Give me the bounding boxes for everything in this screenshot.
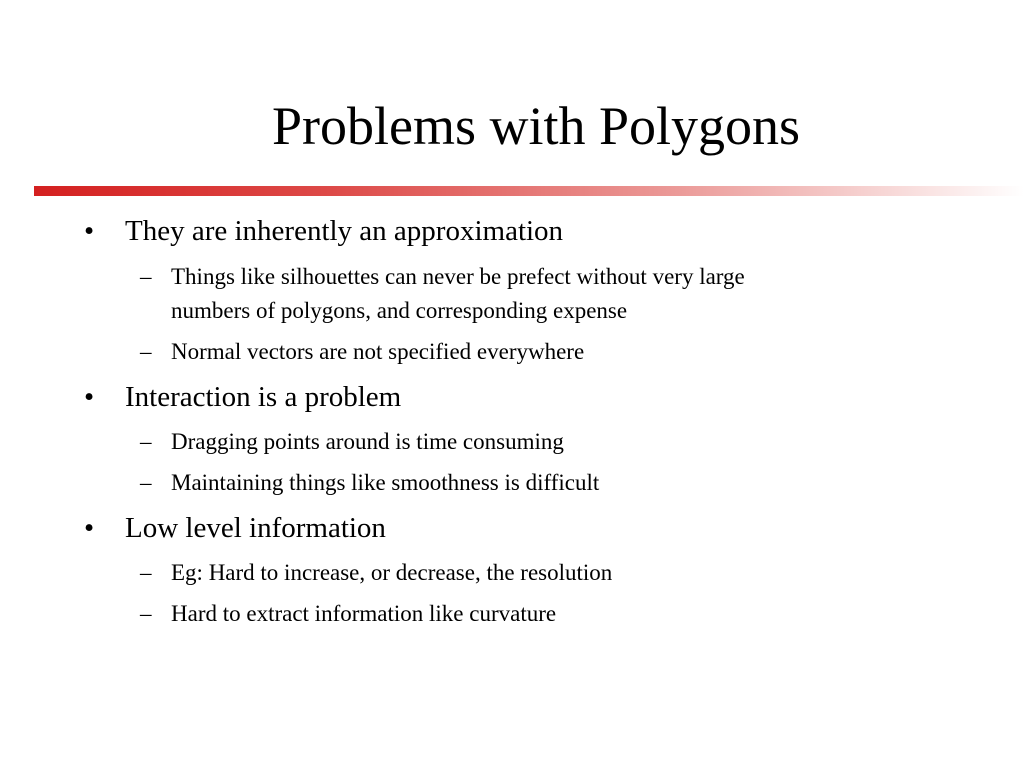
bullet-text: They are inherently an approximation bbox=[125, 215, 564, 247]
dash-marker: – bbox=[140, 264, 152, 289]
sub-bullet-item bbox=[140, 597, 556, 631]
dash-marker: – bbox=[140, 339, 152, 364]
bullet-item bbox=[84, 380, 401, 414]
dash-marker: – bbox=[140, 429, 152, 454]
bullet-item bbox=[84, 511, 386, 545]
bullet-item bbox=[84, 214, 563, 248]
dash-marker: – bbox=[140, 560, 152, 585]
sub-bullet-text: Eg: Hard to increase, or decrease, the resolution bbox=[171, 560, 613, 585]
dash-marker: – bbox=[140, 601, 152, 626]
sub-bullet-text: Maintaining things like smoothness is difficult bbox=[171, 470, 600, 495]
sub-bullet-item bbox=[140, 556, 612, 590]
slide-title: Problems with Polygons bbox=[272, 96, 801, 156]
sub-bullet-text: Things like silhouettes can never be prefect without very large numbers of polygons, and corresponding expense bbox=[171, 264, 745, 323]
bullet-marker: • bbox=[84, 215, 95, 247]
bullet-marker: • bbox=[84, 381, 95, 413]
sub-bullet-item bbox=[140, 260, 745, 328]
sub-bullet-text: Hard to extract information like curvature bbox=[171, 601, 557, 626]
sub-bullet-item bbox=[140, 335, 584, 369]
bullet-text: Interaction is a problem bbox=[125, 381, 402, 413]
sub-bullet-text: Normal vectors are not specified everywhere bbox=[171, 339, 585, 364]
sub-bullet-item bbox=[140, 466, 599, 500]
sub-bullet-item bbox=[140, 425, 564, 459]
bullet-marker: • bbox=[84, 512, 95, 544]
dash-marker: – bbox=[140, 470, 152, 495]
sub-bullet-text: Dragging points around is time consuming bbox=[171, 429, 564, 454]
bullet-text: Low level information bbox=[125, 512, 386, 544]
